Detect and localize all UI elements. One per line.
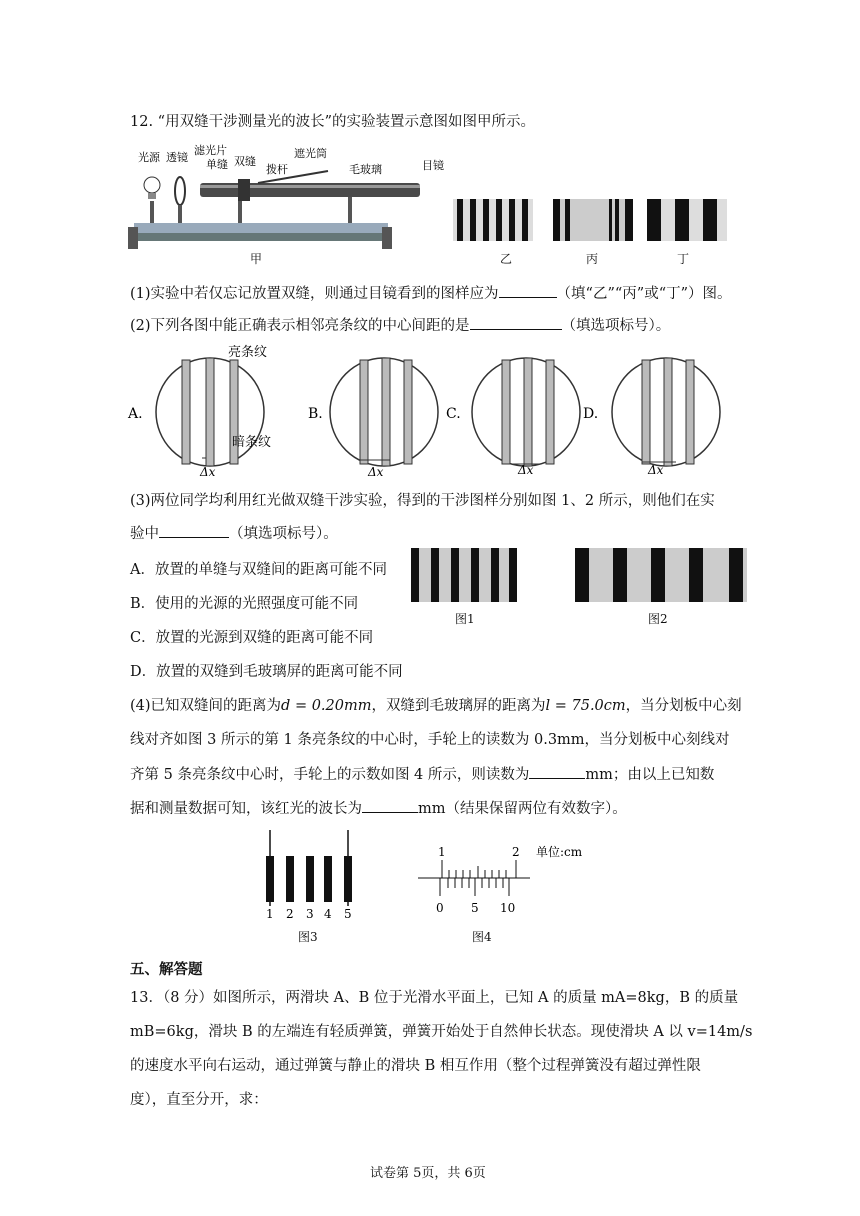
label-filter: 滤光片 [194, 144, 227, 157]
fig4-vernier-5: 5 [471, 901, 479, 915]
dx-b: Δx [368, 465, 384, 479]
q12-part3-line1: (3)两位同学均利用红光做双缝干涉实验，得到的干涉图样分别如图 1、2 所示，则他们在实 [130, 493, 715, 509]
choice-b: B．使用的光源的光照强度可能不同 [130, 596, 359, 612]
option-d-label: D. [583, 406, 599, 422]
q12-part4-line3: 齐第 5 条亮条纹中心时，手轮上的示数如图 4 所示，则读数为 mm；由以上已知数 [130, 764, 714, 785]
answer-blank-1[interactable] [499, 283, 557, 298]
q13-line4: 度），直至分开，求： [130, 1092, 268, 1108]
answer-blank-2[interactable] [470, 315, 562, 330]
fig4-vernier-10: 10 [500, 901, 516, 915]
label-ground-glass: 毛玻璃 [349, 163, 382, 176]
fig3-num-3: 3 [306, 907, 314, 921]
fig4-unit: 单位:cm [536, 845, 583, 859]
label-double-slit: 双缝 [234, 155, 256, 168]
bright-fringe-label: 亮条纹 [228, 345, 268, 360]
q12-part4-line2: 线对齐如图 3 所示的第 1 条亮条纹的中心时，手轮上的读数为 0.3mm，当分划板中心刻线对 [130, 732, 730, 748]
option-c-label: C. [446, 406, 461, 422]
dark-fringe-label: 暗条纹 [232, 435, 272, 450]
fig4-main-1: 1 [438, 845, 446, 859]
fig4-main-2: 2 [512, 845, 520, 859]
label-tube: 遮光筒 [294, 147, 327, 160]
fig3-num-1: 1 [266, 907, 274, 921]
page-footer: 试卷第 5页，共 6页 [370, 1166, 486, 1181]
apparatus-figure [128, 143, 444, 268]
fig-label-yi: 乙 [500, 252, 513, 266]
label-eyepiece: 目镜 [422, 159, 444, 172]
fig4-label: 图4 [472, 930, 492, 944]
choice-d: D．放置的双缝到毛玻璃屏的距离可能不同 [130, 664, 403, 680]
fig3-label: 图3 [298, 930, 318, 944]
q12-title: 12. “用双缝干涉测量光的波长”的实验装置示意图如图甲所示。 [130, 114, 535, 130]
label-lever: 拨杆 [266, 163, 288, 176]
fig2-label: 图2 [648, 612, 668, 626]
q13-line2: mB=6kg，滑块 B 的左端连有轻质弹簧，弹簧开始处于自然伸长状态。现使滑块 A 以 v=14m/s [130, 1024, 753, 1040]
section5-heading: 五、解答题 [130, 961, 203, 978]
fringe-options-figure [128, 338, 728, 480]
option-b-label: B. [308, 406, 323, 422]
fig-label-jia: 甲 [250, 252, 263, 266]
label-light-source: 光源 [138, 151, 160, 164]
pattern-figures [453, 199, 733, 241]
dx-d: Δx [648, 463, 664, 477]
fig1-label: 图1 [455, 612, 475, 626]
q12-part4-line4: 据和测量数据可知，该红光的波长为 mm（结果保留两位有效数字）。 [130, 798, 627, 819]
q13-line1: 13．（8 分）如图所示，两滑块 A、B 位于光滑水平面上，已知 A 的质量 mA=8kg，B 的质量 [130, 990, 739, 1006]
q13-line3: 的速度水平向右运动，通过弹簧与静止的滑块 B 相互作用（整个过程弹簧没有超过弹性限 [130, 1058, 701, 1074]
answer-blank-5[interactable] [362, 798, 418, 813]
fig3-num-5: 5 [344, 907, 352, 921]
q12-part1: (1)实验中若仅忘记放置双缝，则通过目镜看到的图样应为 （填“乙”“丙”或“丁”）图。 [130, 283, 732, 304]
fig4-vernier-0: 0 [436, 901, 444, 915]
dx-c: Δx [518, 463, 534, 477]
fig4-vernier [418, 840, 598, 920]
label-single-slit: 单缝 [206, 158, 228, 171]
option-a-label: A. [128, 406, 143, 422]
dx-a: Δx [200, 465, 216, 479]
answer-blank-3[interactable] [159, 523, 229, 538]
label-lens: 透镜 [166, 151, 188, 164]
choice-c: C．放置的光源到双缝的距离可能不同 [130, 630, 374, 646]
fig-label-ding: 丁 [677, 252, 690, 266]
fig3-fringes [262, 830, 358, 922]
fig1-fig2 [411, 548, 747, 602]
fig-label-bing: 丙 [586, 252, 599, 266]
answer-blank-4[interactable] [529, 764, 585, 779]
fig3-num-4: 4 [324, 907, 332, 921]
q12-part3-line2: 验中 （填选项标号）。 [130, 523, 338, 544]
fig3-num-2: 2 [286, 907, 294, 921]
choice-a: A．放置的单缝与双缝间的距离可能不同 [130, 562, 387, 578]
q12-part4-line1: (4)已知双缝间的距离为d = 0.20mm，双缝到毛玻璃屏的距离为l = 75.0cm，当分划板中心刻 [130, 698, 742, 714]
q12-part2: (2)下列各图中能正确表示相邻亮条纹的中心间距的是 （填选项标号）。 [130, 315, 670, 336]
